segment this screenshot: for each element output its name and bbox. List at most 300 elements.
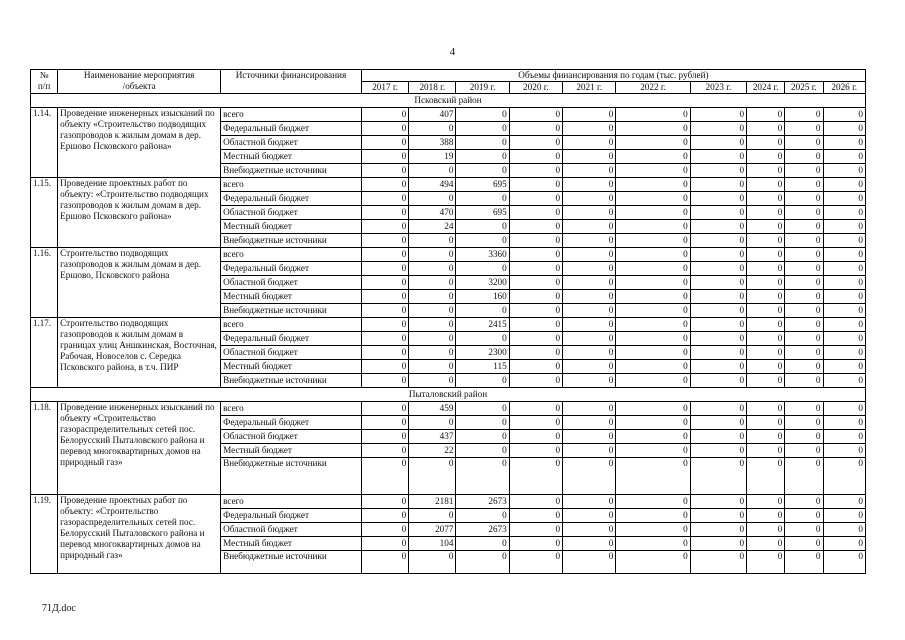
amount-cell: 0 bbox=[563, 402, 616, 416]
amount-cell: 0 bbox=[563, 318, 616, 332]
amount-cell: 0 bbox=[616, 332, 690, 346]
amount-cell: 0 bbox=[616, 537, 690, 551]
amount-cell: 0 bbox=[361, 495, 408, 509]
amount-cell: 2077 bbox=[409, 523, 456, 537]
amount-cell: 2673 bbox=[456, 523, 509, 537]
amount-cell: 0 bbox=[563, 178, 616, 192]
funding-source: Областной бюджет bbox=[221, 276, 362, 290]
item-number: 1.17. bbox=[31, 318, 58, 388]
amount-cell: 0 bbox=[616, 290, 690, 304]
amount-cell: 0 bbox=[509, 304, 562, 318]
amount-cell: 0 bbox=[747, 304, 785, 318]
amount-cell: 0 bbox=[747, 458, 785, 495]
funding-source: всего bbox=[221, 178, 362, 192]
amount-cell: 0 bbox=[563, 206, 616, 220]
amount-cell: 0 bbox=[456, 164, 509, 178]
funding-source: Областной бюджет bbox=[221, 523, 362, 537]
amount-cell: 0 bbox=[690, 416, 746, 430]
amount-cell: 0 bbox=[823, 164, 866, 178]
funding-source: Местный бюджет bbox=[221, 360, 362, 374]
amount-cell: 0 bbox=[690, 374, 746, 388]
amount-cell: 0 bbox=[616, 495, 690, 509]
amount-cell: 0 bbox=[616, 234, 690, 248]
amount-cell: 0 bbox=[747, 164, 785, 178]
amount-cell: 0 bbox=[509, 318, 562, 332]
amount-cell: 0 bbox=[785, 122, 823, 136]
amount-cell: 0 bbox=[361, 360, 408, 374]
amount-cell: 0 bbox=[456, 537, 509, 551]
amount-cell: 0 bbox=[456, 108, 509, 122]
item-number: 1.15. bbox=[31, 178, 58, 248]
table-row bbox=[31, 495, 866, 509]
amount-cell: 0 bbox=[690, 122, 746, 136]
amount-cell: 0 bbox=[509, 206, 562, 220]
amount-cell: 0 bbox=[409, 332, 456, 346]
amount-cell: 0 bbox=[785, 523, 823, 537]
amount-cell: 0 bbox=[509, 122, 562, 136]
amount-cell: 0 bbox=[823, 290, 866, 304]
amount-cell: 0 bbox=[616, 551, 690, 574]
amount-cell: 0 bbox=[361, 523, 408, 537]
funding-source: Областной бюджет bbox=[221, 206, 362, 220]
amount-cell: 0 bbox=[747, 346, 785, 360]
amount-cell: 0 bbox=[361, 458, 408, 495]
amount-cell: 0 bbox=[361, 509, 408, 523]
amount-cell: 0 bbox=[509, 374, 562, 388]
amount-cell: 0 bbox=[361, 178, 408, 192]
header-year: 2025 г. bbox=[785, 82, 823, 94]
table-row bbox=[31, 402, 866, 416]
amount-cell: 0 bbox=[409, 374, 456, 388]
table-row bbox=[31, 178, 866, 192]
amount-cell: 0 bbox=[747, 332, 785, 346]
amount-cell: 0 bbox=[616, 430, 690, 444]
amount-cell: 0 bbox=[409, 276, 456, 290]
amount-cell: 0 bbox=[509, 416, 562, 430]
amount-cell: 2673 bbox=[456, 495, 509, 509]
funding-source: Внебюджетные источники bbox=[221, 551, 362, 574]
header-year: 2017 г. bbox=[361, 82, 408, 94]
amount-cell: 0 bbox=[409, 416, 456, 430]
amount-cell: 0 bbox=[747, 276, 785, 290]
amount-cell: 0 bbox=[747, 150, 785, 164]
amount-cell: 0 bbox=[823, 206, 866, 220]
amount-cell: 0 bbox=[823, 276, 866, 290]
amount-cell: 0 bbox=[823, 374, 866, 388]
page-number: 4 bbox=[449, 46, 456, 58]
header-year: 2018 г. bbox=[409, 82, 456, 94]
amount-cell: 0 bbox=[823, 509, 866, 523]
amount-cell: 0 bbox=[409, 509, 456, 523]
item-number: 1.16. bbox=[31, 248, 58, 318]
amount-cell: 0 bbox=[747, 360, 785, 374]
funding-source: Внебюджетные источники bbox=[221, 374, 362, 388]
funding-source: Федеральный бюджет bbox=[221, 416, 362, 430]
amount-cell: 0 bbox=[690, 360, 746, 374]
amount-cell: 0 bbox=[747, 430, 785, 444]
item-name: Проведение проектных работ по объекту: «Строительство подводящих газопроводов к жилым домам в дер. Ершово Псковского района» bbox=[58, 178, 221, 248]
amount-cell: 0 bbox=[616, 444, 690, 458]
funding-source: Федеральный бюджет bbox=[221, 332, 362, 346]
amount-cell: 459 bbox=[409, 402, 456, 416]
amount-cell: 0 bbox=[509, 523, 562, 537]
amount-cell: 0 bbox=[563, 346, 616, 360]
amount-cell: 0 bbox=[690, 136, 746, 150]
amount-cell: 0 bbox=[563, 523, 616, 537]
amount-cell: 0 bbox=[361, 276, 408, 290]
amount-cell: 3360 bbox=[456, 248, 509, 262]
amount-cell: 0 bbox=[747, 248, 785, 262]
amount-cell: 0 bbox=[563, 304, 616, 318]
amount-cell: 0 bbox=[785, 234, 823, 248]
amount-cell: 0 bbox=[456, 262, 509, 276]
amount-cell: 0 bbox=[409, 458, 456, 495]
amount-cell: 0 bbox=[456, 234, 509, 248]
funding-source: Внебюджетные источники bbox=[221, 304, 362, 318]
amount-cell: 0 bbox=[823, 122, 866, 136]
amount-cell: 0 bbox=[563, 290, 616, 304]
item-number: 1.14. bbox=[31, 108, 58, 178]
amount-cell: 0 bbox=[509, 178, 562, 192]
amount-cell: 0 bbox=[823, 178, 866, 192]
amount-cell: 0 bbox=[823, 220, 866, 234]
amount-cell: 0 bbox=[747, 509, 785, 523]
amount-cell: 0 bbox=[690, 108, 746, 122]
amount-cell: 0 bbox=[563, 150, 616, 164]
amount-cell: 0 bbox=[409, 318, 456, 332]
amount-cell: 0 bbox=[747, 262, 785, 276]
amount-cell: 0 bbox=[690, 509, 746, 523]
funding-source: всего bbox=[221, 402, 362, 416]
amount-cell: 0 bbox=[616, 178, 690, 192]
amount-cell: 0 bbox=[616, 509, 690, 523]
amount-cell: 0 bbox=[785, 192, 823, 206]
amount-cell: 0 bbox=[616, 304, 690, 318]
amount-cell: 0 bbox=[509, 136, 562, 150]
footer-filename: 71Д.doc bbox=[42, 603, 76, 614]
amount-cell: 0 bbox=[747, 444, 785, 458]
funding-source: Внебюджетные источники bbox=[221, 164, 362, 178]
amount-cell: 0 bbox=[785, 509, 823, 523]
amount-cell: 0 bbox=[456, 192, 509, 206]
amount-cell: 0 bbox=[823, 346, 866, 360]
amount-cell: 0 bbox=[361, 248, 408, 262]
header-year: 2021 г. bbox=[563, 82, 616, 94]
amount-cell: 0 bbox=[563, 276, 616, 290]
funding-source: Федеральный бюджет bbox=[221, 262, 362, 276]
amount-cell: 0 bbox=[563, 122, 616, 136]
amount-cell: 0 bbox=[690, 262, 746, 276]
amount-cell: 0 bbox=[785, 402, 823, 416]
amount-cell: 0 bbox=[361, 150, 408, 164]
amount-cell: 0 bbox=[456, 444, 509, 458]
amount-cell: 0 bbox=[456, 458, 509, 495]
amount-cell: 0 bbox=[785, 262, 823, 276]
amount-cell: 24 bbox=[409, 220, 456, 234]
amount-cell: 0 bbox=[690, 444, 746, 458]
amount-cell: 0 bbox=[785, 318, 823, 332]
amount-cell: 0 bbox=[785, 537, 823, 551]
amount-cell: 2415 bbox=[456, 318, 509, 332]
amount-cell: 0 bbox=[409, 192, 456, 206]
amount-cell: 0 bbox=[361, 416, 408, 430]
amount-cell: 0 bbox=[616, 523, 690, 537]
amount-cell: 0 bbox=[509, 332, 562, 346]
amount-cell: 0 bbox=[456, 150, 509, 164]
amount-cell: 0 bbox=[690, 220, 746, 234]
item-number: 1.18. bbox=[31, 402, 58, 495]
header-name: Наименование мероприятия /объекта bbox=[58, 70, 221, 94]
amount-cell: 0 bbox=[509, 430, 562, 444]
amount-cell: 0 bbox=[509, 444, 562, 458]
amount-cell: 0 bbox=[747, 551, 785, 574]
amount-cell: 494 bbox=[409, 178, 456, 192]
amount-cell: 0 bbox=[747, 220, 785, 234]
amount-cell: 0 bbox=[509, 150, 562, 164]
amount-cell: 104 bbox=[409, 537, 456, 551]
funding-source: Федеральный бюджет bbox=[221, 509, 362, 523]
amount-cell: 0 bbox=[361, 122, 408, 136]
amount-cell: 0 bbox=[690, 523, 746, 537]
amount-cell: 0 bbox=[747, 495, 785, 509]
funding-source: Местный бюджет bbox=[221, 220, 362, 234]
amount-cell: 0 bbox=[616, 346, 690, 360]
header-year: 2019 г. bbox=[456, 82, 509, 94]
amount-cell: 0 bbox=[456, 551, 509, 574]
funding-source: всего bbox=[221, 495, 362, 509]
amount-cell: 437 bbox=[409, 430, 456, 444]
amount-cell: 0 bbox=[361, 430, 408, 444]
amount-cell: 0 bbox=[509, 290, 562, 304]
amount-cell: 0 bbox=[690, 150, 746, 164]
funding-source: Внебюджетные источники bbox=[221, 458, 362, 495]
amount-cell: 0 bbox=[361, 332, 408, 346]
funding-source: всего bbox=[221, 248, 362, 262]
amount-cell: 0 bbox=[823, 523, 866, 537]
amount-cell: 0 bbox=[690, 495, 746, 509]
amount-cell: 0 bbox=[747, 122, 785, 136]
amount-cell: 0 bbox=[456, 509, 509, 523]
amount-cell: 388 bbox=[409, 136, 456, 150]
amount-cell: 0 bbox=[785, 374, 823, 388]
funding-source: Областной бюджет bbox=[221, 136, 362, 150]
amount-cell: 0 bbox=[690, 178, 746, 192]
amount-cell: 0 bbox=[747, 192, 785, 206]
amount-cell: 0 bbox=[509, 537, 562, 551]
item-name: Проведение проектных работ по объекту: «Строительство газораспределительных сетей пос. Белорусский Пыталовского района и перевод многоквартирных домов на природный газ» bbox=[58, 495, 221, 574]
amount-cell: 0 bbox=[823, 332, 866, 346]
amount-cell: 0 bbox=[785, 248, 823, 262]
amount-cell: 0 bbox=[409, 122, 456, 136]
amount-cell: 0 bbox=[509, 108, 562, 122]
amount-cell: 0 bbox=[823, 430, 866, 444]
amount-cell: 0 bbox=[616, 402, 690, 416]
amount-cell: 0 bbox=[747, 290, 785, 304]
amount-cell: 0 bbox=[823, 234, 866, 248]
amount-cell: 0 bbox=[747, 136, 785, 150]
amount-cell: 0 bbox=[509, 220, 562, 234]
amount-cell: 0 bbox=[785, 551, 823, 574]
amount-cell: 0 bbox=[785, 346, 823, 360]
funding-source: Внебюджетные источники bbox=[221, 234, 362, 248]
amount-cell: 0 bbox=[823, 262, 866, 276]
amount-cell: 0 bbox=[785, 290, 823, 304]
amount-cell: 0 bbox=[509, 402, 562, 416]
amount-cell: 695 bbox=[456, 206, 509, 220]
amount-cell: 0 bbox=[616, 360, 690, 374]
amount-cell: 0 bbox=[785, 220, 823, 234]
header-year: 2020 г. bbox=[509, 82, 562, 94]
amount-cell: 0 bbox=[616, 458, 690, 495]
amount-cell: 0 bbox=[563, 360, 616, 374]
amount-cell: 0 bbox=[616, 150, 690, 164]
funding-source: всего bbox=[221, 318, 362, 332]
amount-cell: 115 bbox=[456, 360, 509, 374]
amount-cell: 407 bbox=[409, 108, 456, 122]
amount-cell: 0 bbox=[690, 318, 746, 332]
amount-cell: 0 bbox=[616, 416, 690, 430]
amount-cell: 3200 bbox=[456, 276, 509, 290]
amount-cell: 0 bbox=[563, 192, 616, 206]
amount-cell: 0 bbox=[616, 164, 690, 178]
amount-cell: 0 bbox=[823, 537, 866, 551]
amount-cell: 19 bbox=[409, 150, 456, 164]
amount-cell: 0 bbox=[361, 402, 408, 416]
table-row bbox=[31, 318, 866, 332]
amount-cell: 0 bbox=[823, 192, 866, 206]
item-number: 1.19. bbox=[31, 495, 58, 574]
amount-cell: 0 bbox=[690, 248, 746, 262]
amount-cell: 0 bbox=[563, 164, 616, 178]
amount-cell: 0 bbox=[361, 537, 408, 551]
amount-cell: 0 bbox=[409, 360, 456, 374]
amount-cell: 0 bbox=[456, 220, 509, 234]
amount-cell: 0 bbox=[747, 318, 785, 332]
amount-cell: 0 bbox=[563, 430, 616, 444]
amount-cell: 2181 bbox=[409, 495, 456, 509]
amount-cell: 0 bbox=[747, 206, 785, 220]
amount-cell: 0 bbox=[361, 346, 408, 360]
amount-cell: 0 bbox=[509, 192, 562, 206]
amount-cell: 0 bbox=[690, 276, 746, 290]
header-year: 2023 г. bbox=[690, 82, 746, 94]
amount-cell: 0 bbox=[409, 346, 456, 360]
amount-cell: 0 bbox=[690, 346, 746, 360]
item-name: Проведение инженерных изысканий по объекту «Строительство газораспределительных сетей пос. Белорусский Пыталовского района и перевод многоквартирных домов на природный газ» bbox=[58, 402, 221, 495]
amount-cell: 0 bbox=[785, 150, 823, 164]
amount-cell: 0 bbox=[747, 523, 785, 537]
amount-cell: 0 bbox=[823, 360, 866, 374]
amount-cell: 0 bbox=[690, 537, 746, 551]
amount-cell: 0 bbox=[785, 178, 823, 192]
amount-cell: 0 bbox=[690, 332, 746, 346]
funding-source: Областной бюджет bbox=[221, 346, 362, 360]
amount-cell: 0 bbox=[563, 108, 616, 122]
amount-cell: 0 bbox=[563, 374, 616, 388]
header-number: № п/п bbox=[31, 70, 58, 94]
amount-cell: 0 bbox=[785, 360, 823, 374]
amount-cell: 0 bbox=[361, 234, 408, 248]
amount-cell: 0 bbox=[747, 537, 785, 551]
amount-cell: 0 bbox=[361, 206, 408, 220]
amount-cell: 0 bbox=[616, 122, 690, 136]
amount-cell: 0 bbox=[823, 416, 866, 430]
amount-cell: 0 bbox=[361, 374, 408, 388]
amount-cell: 0 bbox=[361, 262, 408, 276]
amount-cell: 0 bbox=[361, 318, 408, 332]
amount-cell: 0 bbox=[361, 304, 408, 318]
amount-cell: 0 bbox=[616, 108, 690, 122]
amount-cell: 2300 bbox=[456, 346, 509, 360]
amount-cell: 0 bbox=[456, 122, 509, 136]
funding-source: Местный бюджет bbox=[221, 290, 362, 304]
amount-cell: 0 bbox=[823, 551, 866, 574]
table-row bbox=[31, 248, 866, 262]
amount-cell: 0 bbox=[690, 430, 746, 444]
amount-cell: 0 bbox=[747, 374, 785, 388]
amount-cell: 0 bbox=[509, 346, 562, 360]
item-name: Строительство подводящих газопроводов к жилым домам в дер. Ершово, Псковского района bbox=[58, 248, 221, 318]
funding-source: всего bbox=[221, 108, 362, 122]
amount-cell: 0 bbox=[785, 136, 823, 150]
district-header: Псковский район bbox=[31, 94, 866, 108]
amount-cell: 0 bbox=[747, 178, 785, 192]
amount-cell: 0 bbox=[456, 402, 509, 416]
header-year: 2024 г. bbox=[747, 82, 785, 94]
amount-cell: 0 bbox=[509, 248, 562, 262]
amount-cell: 0 bbox=[785, 416, 823, 430]
amount-cell: 0 bbox=[409, 304, 456, 318]
amount-cell: 0 bbox=[456, 304, 509, 318]
amount-cell: 0 bbox=[409, 262, 456, 276]
amount-cell: 0 bbox=[690, 402, 746, 416]
amount-cell: 0 bbox=[509, 458, 562, 495]
header-volumes: Объемы финансирования по годам (тыс. рублей) bbox=[361, 70, 865, 82]
funding-source: Местный бюджет bbox=[221, 150, 362, 164]
amount-cell: 0 bbox=[563, 495, 616, 509]
amount-cell: 0 bbox=[747, 108, 785, 122]
amount-cell: 0 bbox=[361, 290, 408, 304]
amount-cell: 0 bbox=[747, 402, 785, 416]
funding-source: Федеральный бюджет bbox=[221, 192, 362, 206]
amount-cell: 0 bbox=[361, 136, 408, 150]
amount-cell: 0 bbox=[563, 248, 616, 262]
item-name: Проведение инженерных изысканий по объекту «Строительство подводящих газопроводов к жилым домам в дер. Ершово Псковского района» bbox=[58, 108, 221, 178]
amount-cell: 0 bbox=[616, 318, 690, 332]
amount-cell: 0 bbox=[690, 206, 746, 220]
amount-cell: 0 bbox=[690, 458, 746, 495]
amount-cell: 0 bbox=[785, 276, 823, 290]
amount-cell: 695 bbox=[456, 178, 509, 192]
amount-cell: 0 bbox=[509, 495, 562, 509]
amount-cell: 0 bbox=[509, 360, 562, 374]
amount-cell: 0 bbox=[785, 430, 823, 444]
amount-cell: 0 bbox=[616, 374, 690, 388]
amount-cell: 0 bbox=[563, 551, 616, 574]
amount-cell: 0 bbox=[785, 108, 823, 122]
header-year: 2022 г. bbox=[616, 82, 690, 94]
amount-cell: 0 bbox=[823, 402, 866, 416]
amount-cell: 0 bbox=[747, 234, 785, 248]
amount-cell: 0 bbox=[823, 458, 866, 495]
amount-cell: 0 bbox=[409, 248, 456, 262]
amount-cell: 0 bbox=[690, 234, 746, 248]
amount-cell: 0 bbox=[563, 444, 616, 458]
amount-cell: 0 bbox=[616, 136, 690, 150]
amount-cell: 0 bbox=[361, 164, 408, 178]
amount-cell: 0 bbox=[456, 136, 509, 150]
amount-cell: 0 bbox=[785, 444, 823, 458]
